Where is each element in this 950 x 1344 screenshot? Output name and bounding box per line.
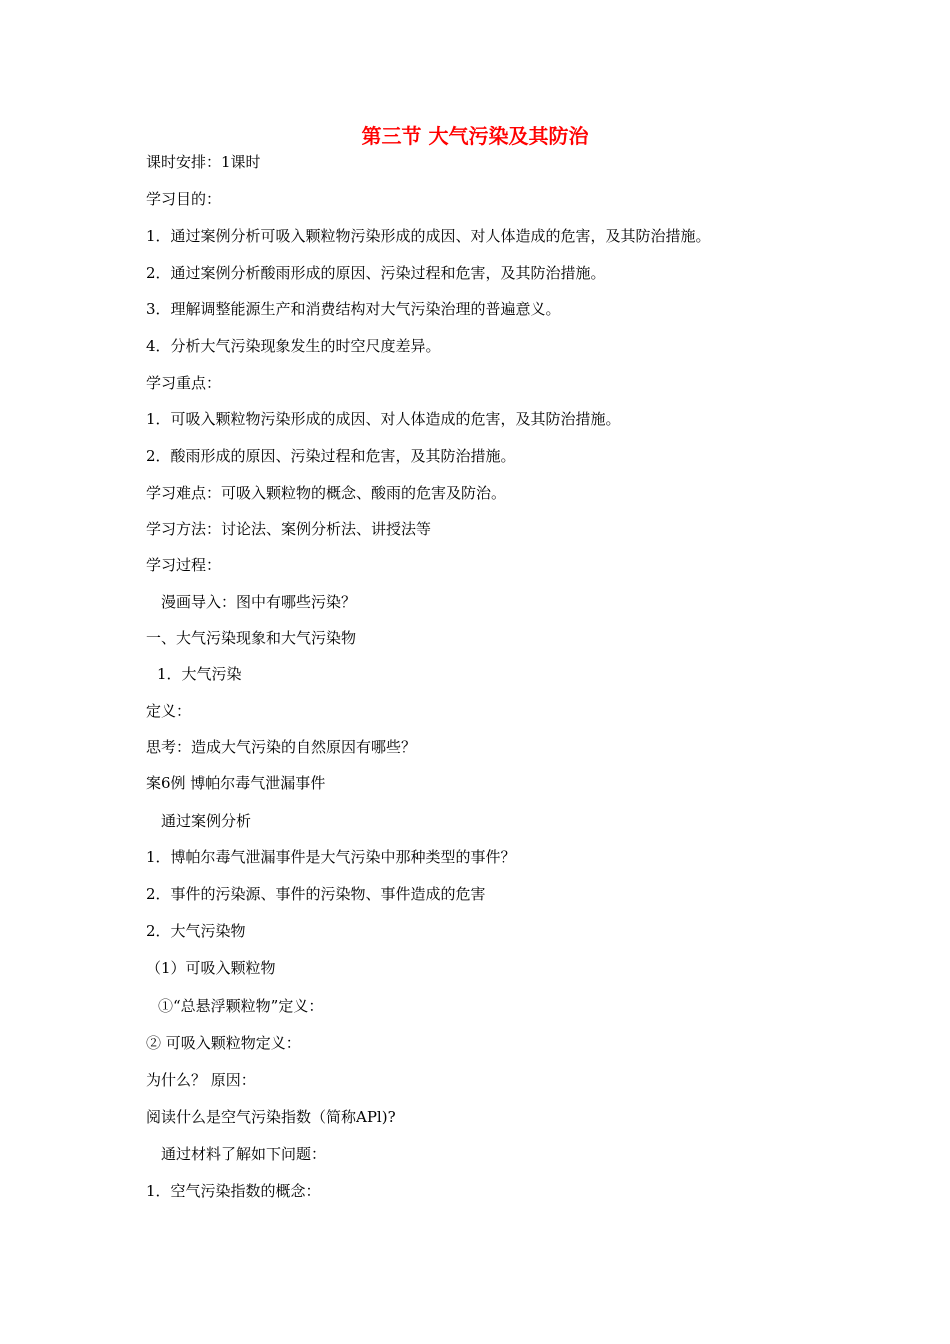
text-line: 2．通过案例分析酸雨形成的原因、污染过程和危害，及其防治措施。: [146, 264, 606, 282]
text-line: ② 可吸入颗粒物定义：: [146, 1034, 301, 1052]
text-line: 2．事件的污染源、事件的污染物、事件造成的危害: [146, 885, 486, 903]
text-line: 课时安排：1课时: [146, 153, 261, 171]
text-line: 2．酸雨形成的原因、污染过程和危害，及其防治措施。: [146, 447, 516, 465]
text-line: 3．理解调整能源生产和消费结构对大气污染治理的普遍意义。: [146, 300, 561, 318]
text-line: 1．空气污染指数的概念：: [146, 1182, 321, 1200]
page-title: 第三节 大气污染及其防治: [361, 124, 589, 148]
text-line: 学习重点：: [146, 374, 222, 392]
text-line: 思考：造成大气污染的自然原因有哪些？: [146, 738, 417, 756]
text-line: 漫画导入：图中有哪些污染？: [161, 593, 357, 611]
text-line: 通过案例分析: [161, 812, 252, 830]
text-line: （1）可吸入颗粒物: [146, 959, 276, 977]
text-line: 1．大气污染: [157, 665, 242, 683]
text-line: 学习难点：可吸入颗粒物的概念、酸雨的危害及防治。: [146, 484, 507, 502]
text-line: 1．可吸入颗粒物污染形成的成因、对人体造成的危害，及其防治措施。: [146, 410, 621, 428]
text-line: 为什么？ 原因：: [146, 1071, 256, 1089]
text-line: 1．通过案例分析可吸入颗粒物污染形成的成因、对人体造成的危害，及其防治措施。: [146, 227, 711, 245]
text-line: 案6例 博帕尔毒气泄漏事件: [146, 774, 326, 792]
text-line: 学习过程：: [146, 556, 222, 574]
text-line: 学习方法：讨论法、案例分析法、讲授法等: [146, 520, 432, 538]
text-line: 阅读什么是空气污染指数（简称APl)?: [146, 1108, 396, 1126]
text-line: 4．分析大气污染现象发生的时空尺度差异。: [146, 337, 441, 355]
text-line: 一、大气污染现象和大气污染物: [146, 629, 357, 647]
text-line: 通过材料了解如下问题：: [161, 1145, 327, 1163]
text-line: 学习目的：: [146, 190, 222, 208]
text-line: 2．大气污染物: [146, 922, 246, 940]
text-line: 定义：: [146, 702, 192, 720]
text-line: ①“总悬浮颗粒物”定义：: [158, 997, 324, 1015]
text-line: 1．博帕尔毒气泄漏事件是大气污染中那种类型的事件？: [146, 848, 516, 866]
